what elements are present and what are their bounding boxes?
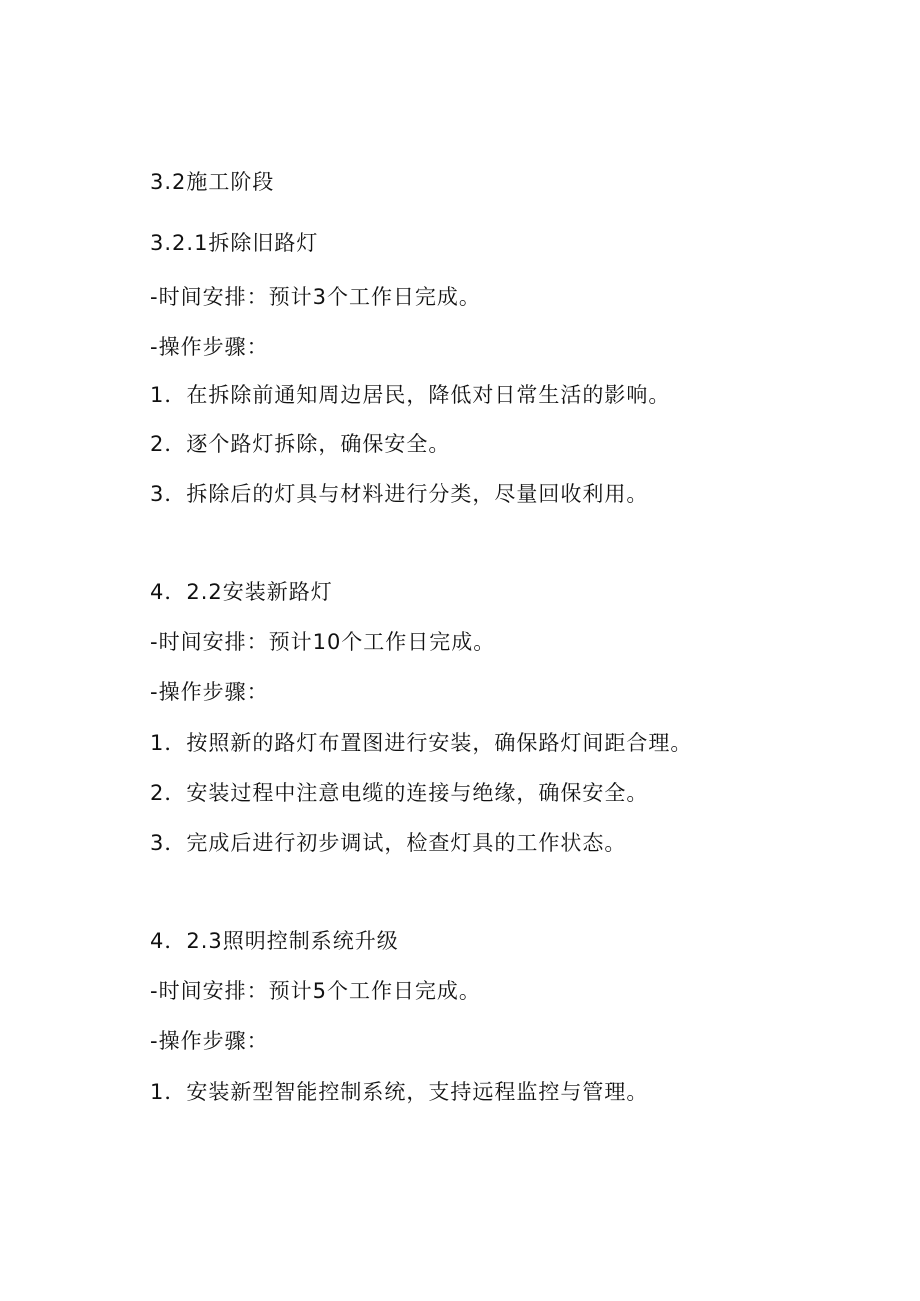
subsection-heading: 4．2.2安装新路灯 [150, 580, 333, 604]
steps-label: -操作步骤： [150, 1029, 269, 1053]
steps-label: -操作步骤： [150, 680, 269, 704]
step-item: 1．按照新的路灯布置图进行安装，确保路灯间距合理。 [150, 731, 693, 755]
schedule-line: -时间安排：预计10个工作日完成。 [150, 630, 496, 654]
step-item: 3．拆除后的灯具与材料进行分类，尽量回收利用。 [150, 482, 649, 506]
step-item: 1．安装新型智能控制系统，支持远程监控与管理。 [150, 1080, 649, 1104]
step-item: 1．在拆除前通知周边居民，降低对日常生活的影响。 [150, 383, 671, 407]
section-heading: 3.2施工阶段 [150, 170, 275, 194]
schedule-line: -时间安排：预计5个工作日完成。 [150, 979, 481, 1003]
subsection-heading: 4．2.3照明控制系统升级 [150, 929, 399, 953]
step-item: 2．安装过程中注意电缆的连接与绝缘，确保安全。 [150, 781, 649, 805]
step-item: 2．逐个路灯拆除，确保安全。 [150, 432, 451, 456]
steps-label: -操作步骤： [150, 335, 269, 359]
step-item: 3．完成后进行初步调试，检查灯具的工作状态。 [150, 831, 627, 855]
subsection-heading: 3.2.1拆除旧路灯 [150, 231, 319, 255]
schedule-line: -时间安排：预计3个工作日完成。 [150, 285, 481, 309]
